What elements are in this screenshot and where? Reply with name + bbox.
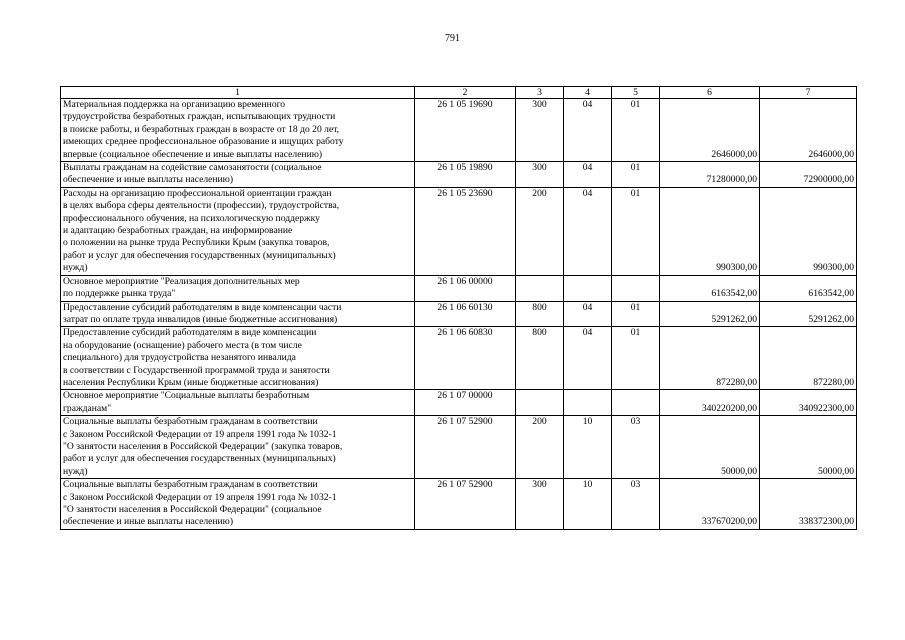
row-description: Расходы на организацию профессиональной ориентации граждан в целях выбора сферы деятельности (профессии), трудоустройства, профессионального обучения, на психологическую поддержку и адаптацию безработных граждан, на информирование о положении на рынке труда Республики Крым (закупка товаров, работ и услуг для обеспечения государственных (муниципальных) нужд) xyxy=(61,187,415,275)
section-code xyxy=(564,390,612,416)
expense-type-code: 200 xyxy=(516,416,564,479)
section-code xyxy=(564,275,612,301)
subsection-code: 03 xyxy=(612,479,660,530)
target-article-code: 26 1 07 52900 xyxy=(415,416,516,479)
column-header: 3 xyxy=(516,87,564,99)
row-description: Материальная поддержка на организацию временного трудоустройства безработных граждан, испытывающих трудности в поиске работы, и безработных граждан в возрасте от 18 до 20 лет, имеющих среднее профессиональное образование и ищущих работу впервые (социальное обеспечение и иные выплаты населению) xyxy=(61,99,415,162)
table-row xyxy=(61,390,857,416)
amount-column-6: 990300,00 xyxy=(660,187,760,275)
subsection-code xyxy=(612,275,660,301)
section-code: 04 xyxy=(564,99,612,162)
column-header-row xyxy=(61,87,857,99)
table-row xyxy=(61,187,857,275)
expense-type-code: 800 xyxy=(516,327,564,390)
expense-type-code: 200 xyxy=(516,187,564,275)
amount-column-7: 6163542,00 xyxy=(760,275,857,301)
row-description: Предоставление субсидий работодателям в виде компенсации на оборудование (оснащение) рабочего места (в том числе специального) для трудоустройства незанятого инвалида в соответствии с Государственной программой труда и занятости населения Республики Крым (иные бюджетные ассигнования) xyxy=(61,327,415,390)
subsection-code: 03 xyxy=(612,416,660,479)
table-row xyxy=(61,301,857,327)
column-header: 6 xyxy=(660,87,760,99)
section-code: 04 xyxy=(564,301,612,327)
amount-column-6: 2646000,00 xyxy=(660,99,760,162)
table-row xyxy=(61,275,857,301)
target-article-code: 26 1 05 19890 xyxy=(415,162,516,188)
column-header: 2 xyxy=(415,87,516,99)
expense-type-code xyxy=(516,390,564,416)
subsection-code: 01 xyxy=(612,301,660,327)
column-header: 7 xyxy=(760,87,857,99)
table-row xyxy=(61,327,857,390)
amount-column-6: 337670200,00 xyxy=(660,479,760,530)
amount-column-7: 872280,00 xyxy=(760,327,857,390)
row-description: Основное мероприятие "Социальные выплаты безработным гражданам" xyxy=(61,390,415,416)
subsection-code: 01 xyxy=(612,162,660,188)
column-header: 1 xyxy=(61,87,415,99)
target-article-code: 26 1 06 00000 xyxy=(415,275,516,301)
amount-column-7: 5291262,00 xyxy=(760,301,857,327)
amount-column-7: 2646000,00 xyxy=(760,99,857,162)
table-row xyxy=(61,99,857,162)
target-article-code: 26 1 07 52900 xyxy=(415,479,516,530)
row-description: Выплаты гражданам на содействие самозанятости (социальное обеспечение и иные выплаты населению) xyxy=(61,162,415,188)
section-code: 04 xyxy=(564,162,612,188)
amount-column-6: 872280,00 xyxy=(660,327,760,390)
section-code: 10 xyxy=(564,479,612,530)
expense-type-code: 800 xyxy=(516,301,564,327)
column-header: 4 xyxy=(564,87,612,99)
amount-column-6: 340220200,00 xyxy=(660,390,760,416)
table-row xyxy=(61,416,857,479)
amount-column-6: 5291262,00 xyxy=(660,301,760,327)
table-row xyxy=(61,479,857,530)
amount-column-6: 71280000,00 xyxy=(660,162,760,188)
target-article-code: 26 1 07 00000 xyxy=(415,390,516,416)
table-row xyxy=(61,162,857,188)
expense-type-code: 300 xyxy=(516,99,564,162)
amount-column-7: 340922300,00 xyxy=(760,390,857,416)
target-article-code: 26 1 05 23690 xyxy=(415,187,516,275)
subsection-code xyxy=(612,390,660,416)
subsection-code: 01 xyxy=(612,187,660,275)
amount-column-7: 50000,00 xyxy=(760,416,857,479)
expense-type-code xyxy=(516,275,564,301)
page-number: 791 xyxy=(445,33,460,44)
amount-column-6: 50000,00 xyxy=(660,416,760,479)
section-code: 10 xyxy=(564,416,612,479)
target-article-code: 26 1 05 19690 xyxy=(415,99,516,162)
amount-column-7: 72900000,00 xyxy=(760,162,857,188)
row-description: Предоставление субсидий работодателям в виде компенсации части затрат по оплате труда инвалидов (иные бюджетные ассигнования) xyxy=(61,301,415,327)
section-code: 04 xyxy=(564,187,612,275)
amount-column-7: 990300,00 xyxy=(760,187,857,275)
subsection-code: 01 xyxy=(612,327,660,390)
expense-type-code: 300 xyxy=(516,162,564,188)
expense-type-code: 300 xyxy=(516,479,564,530)
target-article-code: 26 1 06 60830 xyxy=(415,327,516,390)
budget-table xyxy=(60,86,857,530)
amount-column-7: 338372300,00 xyxy=(760,479,857,530)
row-description: Социальные выплаты безработным гражданам в соответствии с Законом Российской Федерации от 19 апреля 1991 года № 1032-1 "О занятости населения в Российской Федерации" (закупка товаров, работ и услуг для обеспечения государственных (муниципальных) нужд) xyxy=(61,416,415,479)
column-header: 5 xyxy=(612,87,660,99)
amount-column-6: 6163542,00 xyxy=(660,275,760,301)
section-code: 04 xyxy=(564,327,612,390)
subsection-code: 01 xyxy=(612,99,660,162)
row-description: Основное мероприятие "Реализация дополнительных мер по поддержке рынка труда" xyxy=(61,275,415,301)
target-article-code: 26 1 06 60130 xyxy=(415,301,516,327)
row-description: Социальные выплаты безработным гражданам в соответствии с Законом Российской Федерации от 19 апреля 1991 года № 1032-1 "О занятости населения в Российской Федерации" (социальное обеспечение и иные выплаты населению) xyxy=(61,479,415,530)
